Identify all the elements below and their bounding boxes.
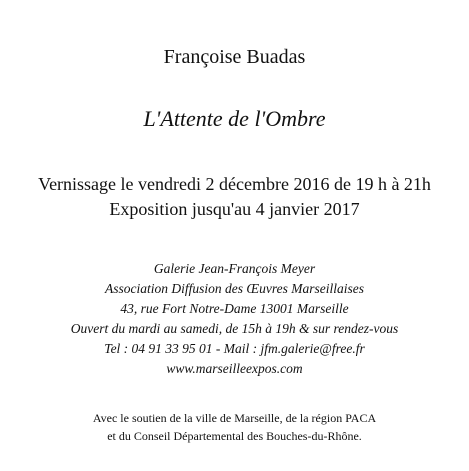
exhibition-title: L'Attente de l'Ombre: [143, 106, 326, 131]
support-line-2: et du Conseil Départemental des Bouches-du-Rhône.: [107, 429, 362, 443]
opening-reception: Vernissage le vendredi 2 décembre 2016 de 19 h à 21h: [38, 174, 431, 194]
exhibition-dates: Exposition jusqu'au 4 janvier 2017: [109, 199, 360, 219]
gallery-name: Galerie Jean-François Meyer: [153, 261, 316, 276]
gallery-hours: Ouvert du mardi au samedi, de 15h à 19h & sur rendez-vous: [70, 321, 399, 336]
gallery-address: 43, rue Fort Notre-Dame 13001 Marseille: [120, 301, 349, 316]
gallery-contact: Tel : 04 91 33 95 01 - Mail : jfm.galerie@free.fr: [104, 341, 365, 356]
gallery-website: www.marseilleexpos.com: [166, 361, 303, 376]
artist-name: Françoise Buadas: [163, 46, 306, 68]
support-line-1: Avec le soutien de la ville de Marseille, de la région PACA: [92, 411, 377, 425]
gallery-association: Association Diffusion des Œuvres Marseillaises: [105, 281, 364, 296]
